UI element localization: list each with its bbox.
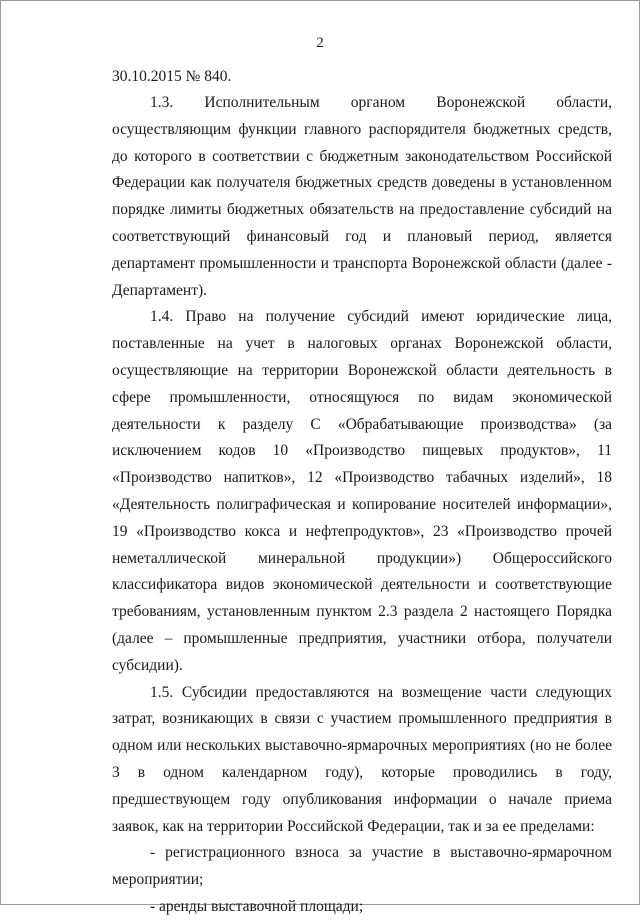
- list-item-registration-fee: - регистрационного взноса за участие в выставочно-ярмарочном мероприятии;: [112, 844, 612, 889]
- paragraph-1-4: 1.4. Право на получение субсидий имеют юридические лица, поставленные на учет в налоговых органах Воронежской области, осуществляющие на территории Воронежской области деятельность в сфере промышленности, относящуюся по видам экономической деятельности к разделу С «Обрабатывающие производства» (за исключением кодов 10 «Производство пищевых продуктов», 11 «Производство напитков», 12 «Производство табачных изделий», 18 «Деятельность полиграфическая и копирование носителей информации», 19 «Производство кокса и нефтепродуктов», 23 «Производство прочей неметаллической минеральной продукции») Общероссийского классификатора видов экономической деятельности и соответствующие требованиям, установленным пунктом 2.3 раздела 2 настоящего Порядка (далее – промышленные предприятия, участники отбора, получатели субсидии).: [112, 308, 612, 674]
- list-item-exhibition-rent: - аренды выставочной площади;: [150, 897, 364, 915]
- page-number: 2: [316, 35, 324, 51]
- paragraph-1-5: 1.5. Субсидии предоставляются на возмещение части следующих затрат, возникающих в связи с участием промышленного предприятия в одном или нескольких выставочно-ярмарочных мероприятиях (но не более 3 в одном календарном году), которые проводились в году, предшествующем году опубликования информации о начале приема заявок, как на территории Российской Федерации, так и за ее пределами:: [112, 683, 612, 835]
- document-reference: 30.10.2015 № 840.: [112, 68, 232, 85]
- document-body: [112, 90, 612, 921]
- paragraph-1-3: 1.3. Исполнительным органом Воронежской области, осуществляющим функции главного распорядителя бюджетных средств, до которого в соответствии с бюджетным законодательством Российской Федерации как получателя бюджетных средств доведены в установленном порядке лимиты бюджетных обязательств на предоставление субсидий на соответствующий финансовый год и плановый период, является департамент промышленности и транспорта Воронежской области (далее - Департамент).: [112, 94, 612, 299]
